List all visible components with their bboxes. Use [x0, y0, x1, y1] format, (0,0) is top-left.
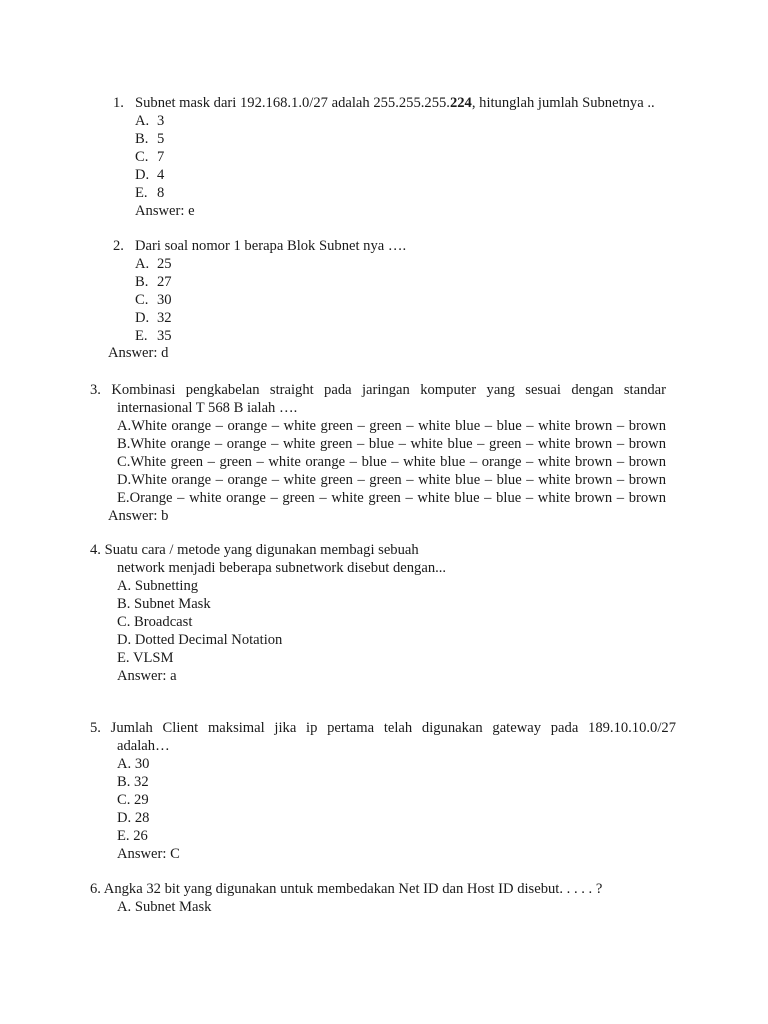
- question-2: [113, 237, 406, 345]
- option-c: C.White green – green – white orange – blue – white blue – orange – white brown – brown: [117, 454, 666, 470]
- option-c: C. 29: [117, 792, 149, 808]
- option-a: A. Subnet Mask: [117, 899, 212, 915]
- option-d: D. 32: [135, 310, 172, 326]
- option-d: D. 4: [135, 167, 165, 183]
- option-d: D.White orange – orange – white green – green – white blue – blue – white brown – brown: [117, 472, 666, 488]
- question-2-text: [113, 237, 406, 255]
- question-text-bold: 224: [449, 95, 472, 111]
- option-b: B. 32: [117, 774, 149, 790]
- option-a: A. Subnetting: [117, 578, 199, 594]
- question-3-text: 3. Kombinasi pengkabelan straight pada jaringan komputer yang sesuai dengan standar: [90, 382, 666, 398]
- option-d: D. Dotted Decimal Notation: [117, 632, 283, 648]
- question-5-text: 5. Jumlah Client maksimal jika ip pertama telah digunakan gateway pada 189.10.10.0/27: [90, 720, 676, 736]
- option-b: B. 27: [135, 274, 172, 290]
- question-text: Dari soal nomor 1 berapa Blok Subnet nya ….: [135, 238, 407, 254]
- question-text-post: , hitunglah jumlah Subnetnya ..: [471, 95, 655, 111]
- answer: Answer: a: [117, 668, 177, 684]
- question-1-text: [113, 94, 655, 112]
- option-d: D. 28: [117, 810, 150, 826]
- question-4: [90, 541, 446, 685]
- option-e: E. 8: [135, 185, 165, 201]
- option-a: A.White orange – orange – white green – green – white blue – blue – white brown – brown: [117, 418, 666, 434]
- answer: Answer: C: [117, 846, 180, 862]
- option-e: E. 26: [117, 828, 148, 844]
- option-a: A. 30: [117, 756, 150, 772]
- option-e: E. VLSM: [117, 650, 174, 666]
- question-5-text-cont: adalah…: [117, 738, 170, 754]
- question-6-text: 6. Angka 32 bit yang digunakan untuk membedakan Net ID dan Host ID disebut. . . . . ?: [90, 881, 603, 897]
- question-number: 2.: [113, 238, 124, 254]
- question-6: [90, 880, 602, 916]
- option-c: C. 7: [135, 149, 165, 165]
- option-c: C. Broadcast: [117, 614, 193, 630]
- option-e: E. 35: [135, 328, 172, 344]
- option-b: B.White orange – orange – white green – blue – white blue – green – white brown – brown: [117, 436, 666, 452]
- question-text-pre: Subnet mask dari 192.168.1.0/27 adalah 255.255.255.: [135, 95, 450, 111]
- question-3: [90, 381, 666, 525]
- answer: Answer: e: [135, 203, 195, 219]
- question-5: [90, 719, 676, 863]
- question-4-text-cont: network menjadi beberapa subnetwork disebut dengan...: [117, 560, 447, 576]
- question-2-answer: Answer: d: [108, 345, 169, 361]
- option-a: A. 3: [135, 113, 165, 129]
- option-b: B. Subnet Mask: [117, 596, 211, 612]
- question-number: 1.: [113, 95, 124, 111]
- question-3-text-cont: internasional T 568 B ialah ….: [117, 400, 298, 416]
- answer: Answer: b: [108, 508, 169, 524]
- question-4-text: 4. Suatu cara / metode yang digunakan membagi sebuah: [90, 542, 419, 558]
- option-e: E.Orange – white orange – green – white green – white blue – blue – white brown – brown: [117, 490, 666, 506]
- option-b: B. 5: [135, 131, 165, 147]
- option-a: A. 25: [135, 256, 172, 272]
- question-1: [113, 94, 655, 220]
- option-c: C. 30: [135, 292, 172, 308]
